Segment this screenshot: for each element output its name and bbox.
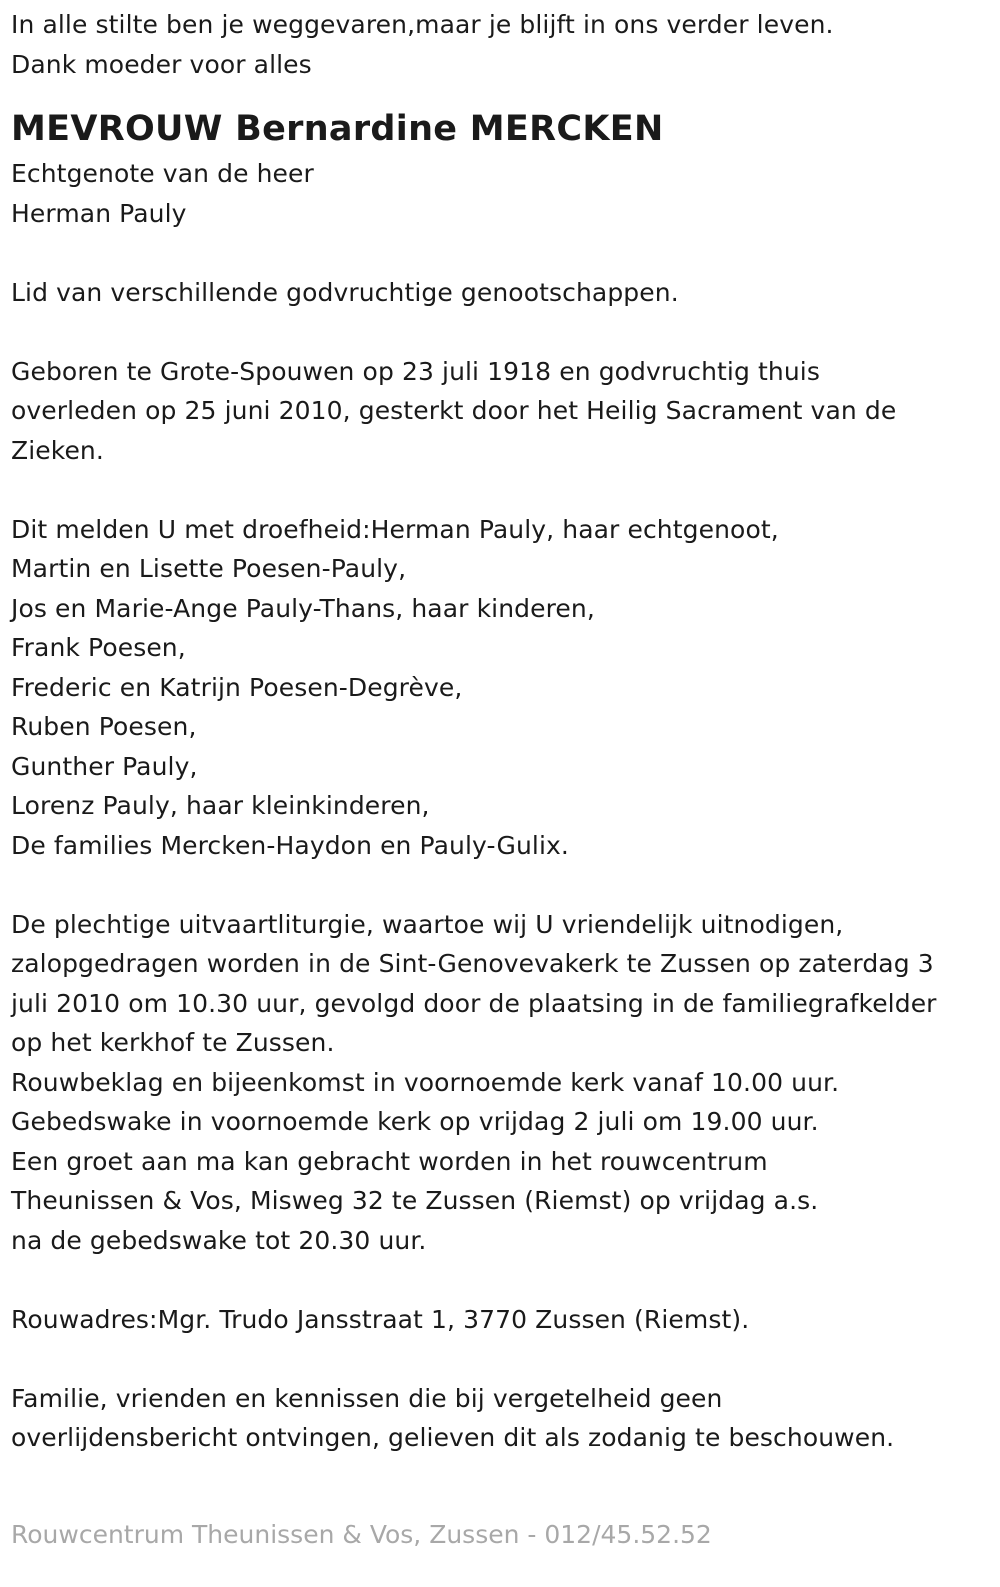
spacer (11, 233, 986, 273)
ceremony-line: op het kerkhof te Zussen. (11, 1028, 335, 1057)
spacer (11, 470, 986, 510)
birth-death-line: overleden op 25 juni 2010, gesterkt door het Heilig Sacrament van de (11, 396, 897, 425)
closing-line: overlijdensbericht ontvingen, gelieven dit als zodanig te beschouwen. (11, 1423, 895, 1452)
spacer (11, 312, 986, 352)
ceremony-line: na de gebedswake tot 20.30 uur. (11, 1225, 427, 1255)
ceremony-line: juli 2010 om 10.30 uur, gevolgd door de plaatsing in de familiegrafkelder (11, 988, 937, 1018)
mourner-line: Dit melden U met droefheid:Herman Pauly, haar echtgenoot, (11, 514, 779, 544)
birth-death-section (11, 352, 986, 471)
mourner-line: Frederic en Katrijn Poesen-Degrève, (11, 672, 463, 702)
spacer (11, 1339, 986, 1379)
birth-death-line: Geboren te Grote-Spouwen op 23 juli 1918 en godvruchtig thuis (11, 356, 820, 386)
ceremony-section (11, 905, 986, 1261)
closing-section (11, 1379, 986, 1458)
deceased-name: MEVROUW Bernardine MERCKEN (11, 109, 664, 149)
mourner-line: Lorenz Pauly, haar kleinkinderen, (11, 791, 430, 820)
intro-section (11, 5, 986, 84)
funeral-home-footer: Rouwcentrum Theunissen & Vos, Zussen - 012/45.52.52 (11, 1520, 712, 1549)
intro-line: Dank moeder voor alles (11, 49, 312, 79)
spouse-line: Echtgenote van de heer (11, 159, 314, 188)
ceremony-line: Gebedswake in voornoemde kerk op vrijdag 2 juli om 19.00 uur. (11, 1107, 819, 1136)
mourner-line: Ruben Poesen, (11, 712, 197, 741)
address-section (11, 1300, 986, 1340)
obituary-notice (11, 5, 986, 1458)
spacer (11, 1260, 986, 1300)
mourner-line: Jos en Marie-Ange Pauly-Thans, haar kinderen, (11, 593, 595, 623)
mourner-line: Frank Poesen, (11, 633, 186, 662)
spacer (11, 865, 986, 905)
mourner-line: De families Mercken-Haydon en Pauly-Gulix. (11, 830, 569, 860)
mourner-line: Gunther Pauly, (11, 751, 198, 781)
ceremony-line: De plechtige uitvaartliturgie, waartoe wij U vriendelijk uitnodigen, (11, 909, 844, 939)
membership-line: Lid van verschillende godvruchtige genootschappen. (11, 277, 679, 307)
spouse-line: Herman Pauly (11, 198, 187, 228)
birth-death-line: Zieken. (11, 435, 104, 465)
address-line: Rouwadres:Mgr. Trudo Jansstraat 1, 3770 Zussen (Riemst). (11, 1304, 750, 1334)
ceremony-line: Theunissen & Vos, Misweg 32 te Zussen (Riemst) op vrijdag a.s. (11, 1186, 819, 1215)
ceremony-line: Rouwbeklag en bijeenkomst in voornoemde kerk vanaf 10.00 uur. (11, 1067, 840, 1097)
mourner-line: Martin en Lisette Poesen-Pauly, (11, 554, 407, 583)
mourners-section (11, 510, 986, 866)
intro-line: In alle stilte ben je weggevaren,maar je blijft in ons verder leven. (11, 10, 834, 39)
ceremony-line: zalopgedragen worden in de Sint-Genovevakerk te Zussen op zaterdag 3 (11, 949, 934, 978)
spouse-section (11, 154, 986, 233)
closing-line: Familie, vrienden en kennissen die bij vergetelheid geen (11, 1383, 723, 1413)
membership-section (11, 273, 986, 313)
ceremony-line: Een groet aan ma kan gebracht worden in het rouwcentrum (11, 1146, 768, 1176)
